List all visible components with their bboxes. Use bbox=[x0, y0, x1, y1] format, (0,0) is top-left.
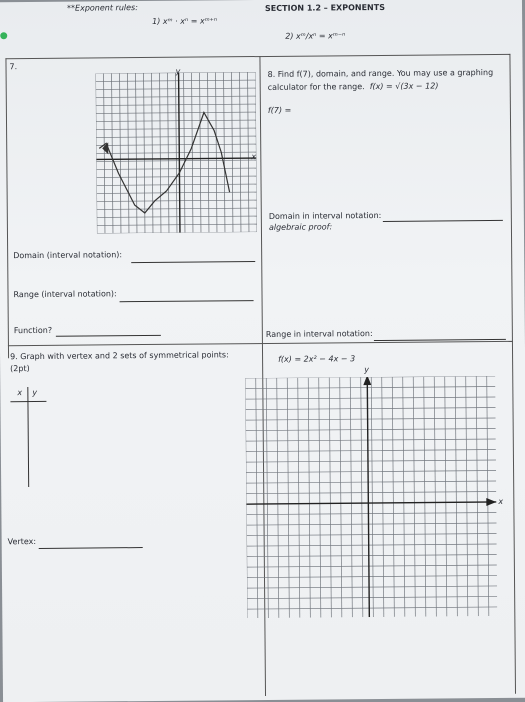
grid-line-vertical bbox=[266, 378, 268, 618]
p9-vertex-label: Vertex: bbox=[7, 536, 37, 547]
p8-range-label: Range in interval notation: bbox=[265, 329, 373, 339]
p8-domain-label: Domain in interval notation: bbox=[268, 210, 382, 221]
grid-line-horizontal bbox=[246, 481, 496, 483]
problem-9-graph bbox=[245, 376, 497, 618]
p8-prompt-line-2: calculator for the range. bbox=[267, 82, 365, 92]
grid-line-vertical bbox=[487, 376, 489, 616]
grid-line-vertical bbox=[319, 378, 321, 618]
p7-range-answer-line[interactable] bbox=[120, 300, 254, 302]
p8-f7-label: f(7) = bbox=[267, 105, 292, 115]
grid-line-vertical bbox=[340, 377, 342, 617]
p9-y-axis-label: y bbox=[364, 365, 369, 375]
grid-line-vertical bbox=[445, 376, 447, 616]
green-margin-dot bbox=[0, 32, 7, 39]
p9-prompt-line-1: 9. Graph with vertex and 2 sets of symmetrical points: bbox=[10, 350, 229, 362]
p7-domain-label: Domain (interval notation): bbox=[13, 250, 123, 261]
function-curve bbox=[99, 112, 230, 213]
grid-line-horizontal bbox=[246, 491, 496, 493]
grid-line-vertical bbox=[382, 377, 384, 617]
grid-line-horizontal bbox=[246, 428, 496, 430]
grid-line-horizontal bbox=[247, 544, 497, 546]
grid-line-vertical bbox=[413, 377, 415, 617]
section-title: SECTION 1.2 – EXPONENTS bbox=[264, 2, 385, 13]
grid-line-vertical bbox=[298, 378, 300, 618]
p9-vertex-answer-line[interactable] bbox=[39, 547, 143, 549]
grid-line-horizontal bbox=[246, 512, 496, 514]
grid-line-vertical bbox=[245, 378, 247, 618]
grid-line-horizontal bbox=[247, 554, 497, 556]
middle-border bbox=[8, 341, 513, 346]
grid-line-horizontal bbox=[247, 596, 497, 598]
p8-prompt-line-1: 8. Find f(7), domain, and range. You may use a graphing bbox=[267, 67, 494, 79]
grid-line-horizontal bbox=[246, 418, 496, 420]
exponent-rule-1: 1) xᵐ · xⁿ = xᵐ⁺ⁿ bbox=[152, 16, 218, 26]
p7-y-axis-label: y bbox=[175, 66, 181, 76]
grid-line-vertical bbox=[350, 377, 352, 617]
grid-line-horizontal bbox=[247, 607, 497, 609]
exponent-rule-2: 2) xᵐ/xⁿ = xᵐ⁻ⁿ bbox=[285, 31, 346, 41]
grid-line-vertical bbox=[329, 377, 331, 617]
p9-function: f(x) = 2x² − 4x − 3 bbox=[278, 354, 356, 364]
grid-line-vertical bbox=[455, 376, 457, 616]
grid-line-horizontal bbox=[247, 586, 497, 588]
grid-line-horizontal bbox=[247, 575, 497, 577]
left-border bbox=[5, 58, 9, 358]
p9-x-axis-arrow-icon bbox=[486, 498, 496, 506]
grid-line-horizontal bbox=[246, 439, 496, 441]
p9-x-axis-label: x bbox=[498, 496, 504, 506]
p9-prompt-line-2: (2pt) bbox=[10, 364, 30, 374]
p9-y-axis-line bbox=[367, 377, 369, 617]
grid-line-vertical bbox=[434, 377, 436, 617]
p8-function: f(x) = √(3x − 12) bbox=[369, 81, 439, 92]
p9-x-axis-line bbox=[246, 502, 496, 504]
p8-proof-label: algebraic proof: bbox=[268, 222, 333, 232]
p7-function-label: Function? bbox=[13, 325, 53, 336]
grid-line-horizontal bbox=[245, 376, 495, 378]
p7-x-axis-label: x bbox=[251, 152, 257, 162]
grid-line-vertical bbox=[287, 378, 289, 618]
grid-line-horizontal bbox=[245, 397, 495, 399]
grid-line-horizontal bbox=[246, 470, 496, 472]
p7-range-label: Range (interval notation): bbox=[13, 289, 117, 300]
problem-7-graph bbox=[96, 72, 257, 233]
grid-line-vertical bbox=[361, 377, 363, 617]
grid-line-vertical bbox=[308, 378, 310, 618]
grid-line-vertical bbox=[256, 378, 258, 618]
grid-line-vertical bbox=[476, 376, 478, 616]
grid-line-vertical bbox=[424, 377, 426, 617]
grid-line-vertical bbox=[277, 378, 279, 618]
grid-line-vertical bbox=[392, 377, 394, 617]
table-x-header: x bbox=[17, 388, 23, 398]
grid-line-horizontal bbox=[247, 533, 497, 535]
p7-domain-answer-line[interactable] bbox=[131, 261, 255, 263]
p8-domain-answer-line[interactable] bbox=[383, 220, 503, 222]
top-border bbox=[5, 54, 510, 59]
p7-function-answer-line[interactable] bbox=[56, 335, 161, 337]
problem-7-number: 7. bbox=[9, 62, 18, 72]
grid-line-horizontal bbox=[247, 523, 497, 525]
grid-line-vertical bbox=[403, 377, 405, 617]
grid-line-vertical bbox=[466, 376, 468, 616]
grid-line-horizontal bbox=[246, 407, 496, 409]
right-border bbox=[509, 54, 516, 694]
grid-line-horizontal bbox=[246, 460, 496, 462]
table-y-header: y bbox=[32, 387, 38, 398]
exponent-rules-label: **Exponent rules: bbox=[66, 3, 138, 13]
grid-line-vertical bbox=[371, 377, 373, 617]
grid-line-horizontal bbox=[246, 449, 496, 451]
grid-line-horizontal bbox=[245, 386, 495, 388]
grid-line-horizontal bbox=[247, 565, 497, 567]
